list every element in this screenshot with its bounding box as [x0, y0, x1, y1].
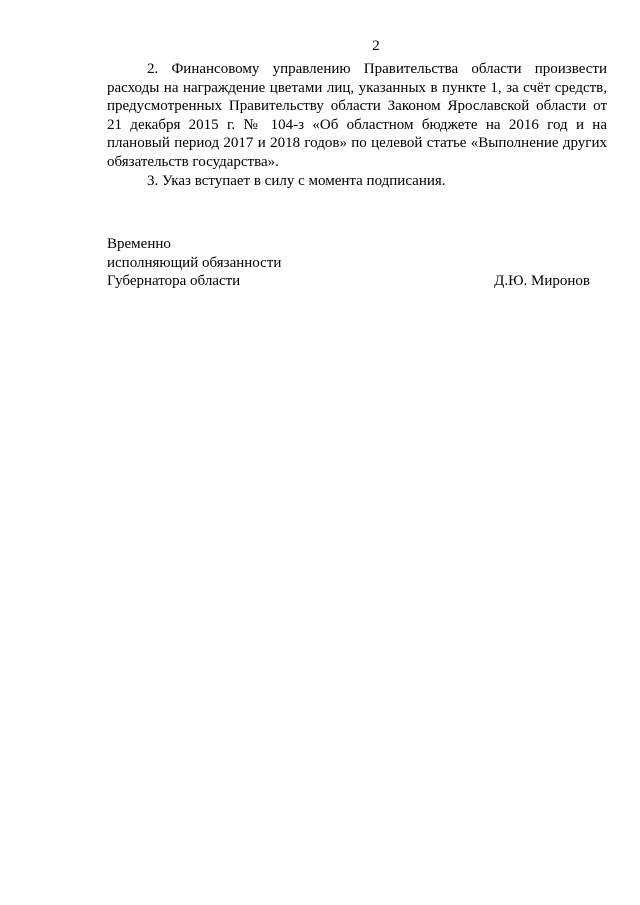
document-body [107, 60, 607, 190]
signatory-name: Д.Ю. Миронов [494, 273, 590, 289]
signature-row [107, 272, 590, 291]
page-number: 2 [372, 38, 380, 54]
signature-position: Губернатора области [107, 273, 241, 289]
signature-block [107, 235, 590, 291]
signature-title-line1: Временно [107, 236, 171, 252]
paragraph-2: 2. Финансовому управлению Правительства области произвести расходы на награждение цветами лиц, указанных в пункте 1, за счёт средств, предусмотренных Правительству области Законом Ярославской области от 21 декабря 2015 г. № 104-з «Об областном бюджете на 2016 год и на плановый период 2017 и 2018 годов» по целевой статье «Выполнение других обязательств государства». [107, 61, 607, 170]
paragraph-3: 3. Указ вступает в силу с момента подписания. [147, 172, 446, 189]
signature-title-line2: исполняющий обязанности [107, 254, 282, 271]
